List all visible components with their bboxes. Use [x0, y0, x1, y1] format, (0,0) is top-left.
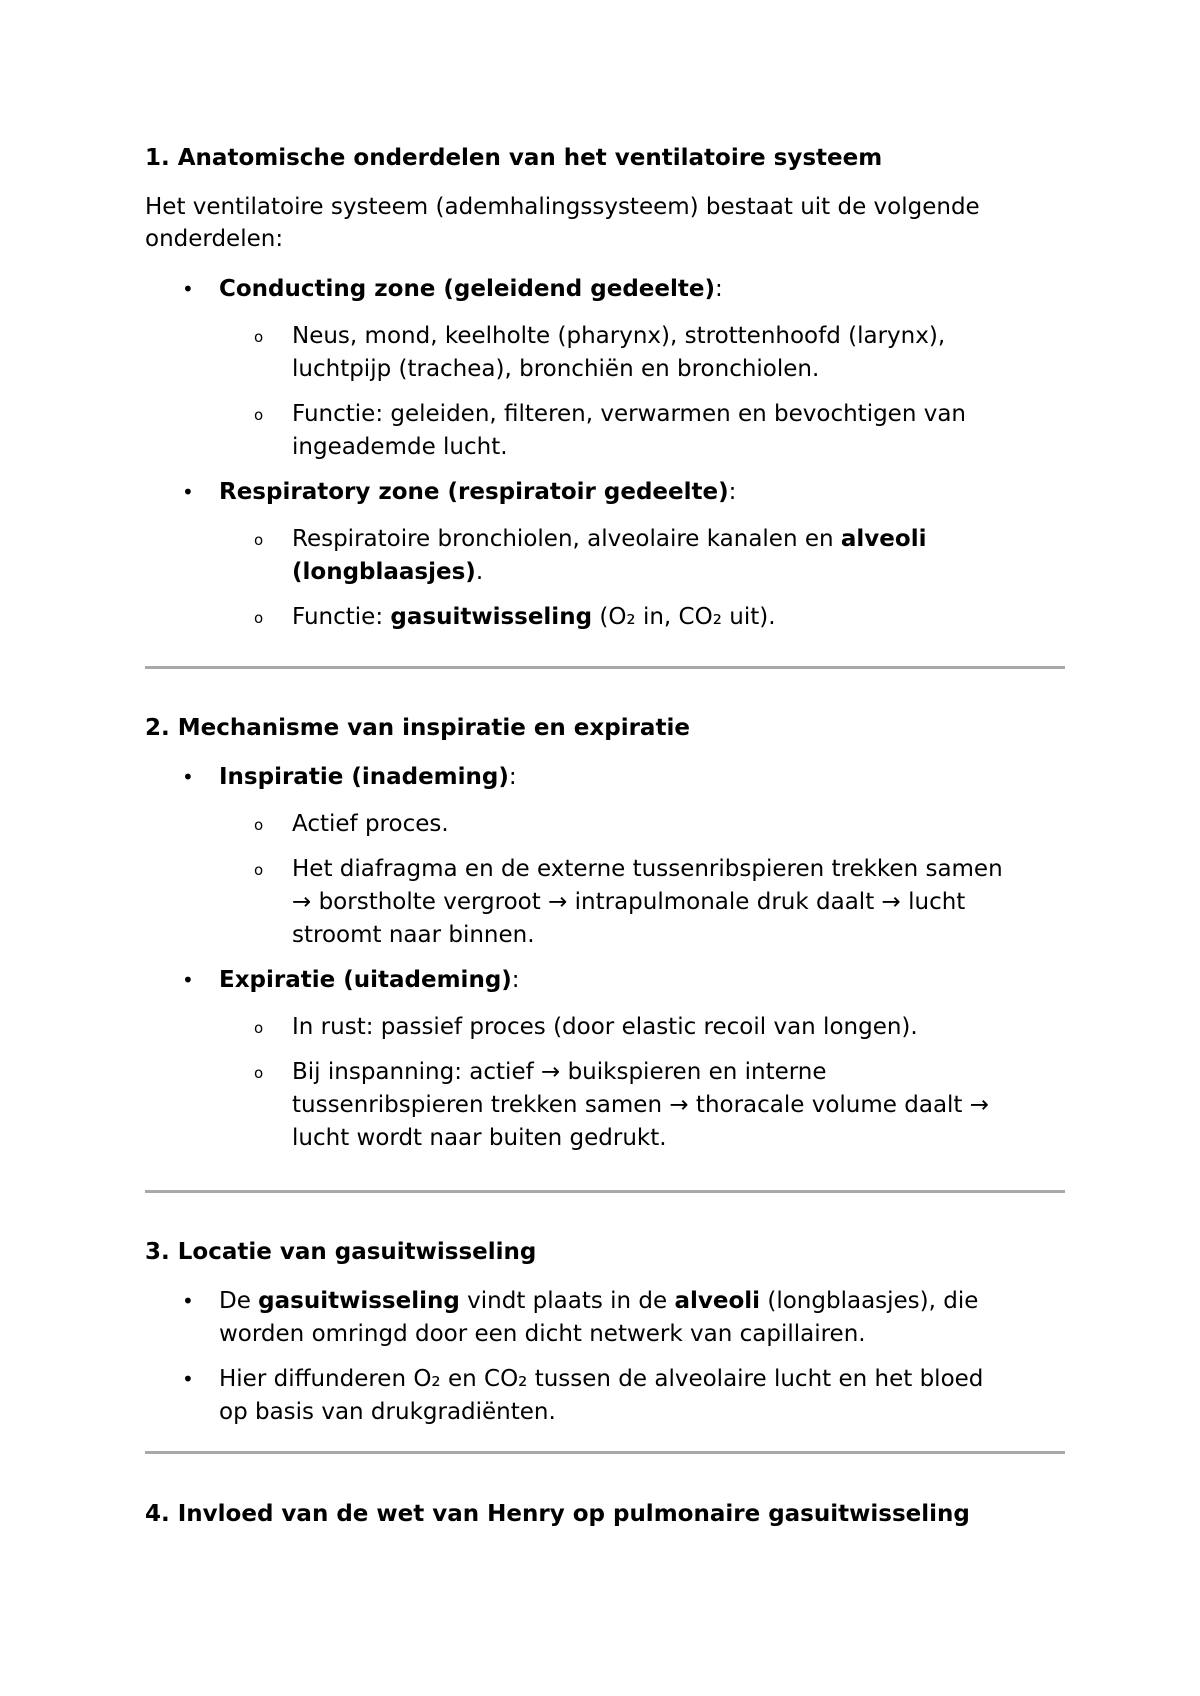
item-heading: Respiratory zone (respiratoir gedeelte) — [219, 479, 729, 505]
sub-item-text: . — [475, 559, 484, 585]
bold-term: gasuitwisseling — [258, 1288, 460, 1314]
item-text: (longblaasjes), die — [760, 1288, 979, 1314]
circle-bullet-icon: o — [254, 816, 264, 834]
section-2-heading: 2. Mechanisme van inspiratie en expiratie — [145, 715, 690, 741]
sub-item-line: → borstholte vergroot → intrapulmonale druk daalt → lucht — [292, 889, 966, 915]
circle-bullet-icon: o — [254, 861, 264, 879]
section-4-heading: 4. Invloed van de wet van Henry op pulmonaire gasuitwisseling — [145, 1501, 970, 1527]
section-divider — [145, 666, 1065, 669]
bullet-icon: • — [182, 765, 194, 789]
sub-item-line: stroomt naar binnen. — [292, 922, 535, 948]
item-text: Hier diffunderen O₂ en CO₂ tussen de alveolaire lucht en het bloed — [219, 1366, 984, 1392]
item-heading: Conducting zone (geleidend gedeelte) — [219, 276, 715, 302]
sub-item-line: Neus, mond, keelholte (pharynx), strottenhoofd (larynx), — [292, 323, 946, 349]
circle-bullet-icon: o — [254, 609, 264, 627]
bullet-icon: • — [182, 1289, 194, 1313]
section-3 — [145, 1237, 1065, 1429]
sub-item — [145, 853, 1065, 952]
list-item — [145, 1285, 1065, 1351]
sub-item-text: Respiratoire bronchiolen, alveolaire kanalen en — [292, 526, 841, 552]
colon: : — [508, 764, 517, 790]
sub-list — [219, 320, 1065, 464]
sub-list — [219, 523, 1065, 634]
section-divider — [145, 1190, 1065, 1193]
bullet-icon: • — [182, 1367, 194, 1391]
bold-term: gasuitwisseling — [390, 604, 593, 630]
list-item-expiratie — [145, 964, 1065, 1155]
section-1-intro — [145, 191, 1065, 255]
colon: : — [714, 276, 723, 302]
sub-item — [145, 601, 1065, 634]
item-heading: Inspiratie (inademing) — [219, 764, 509, 790]
bold-term: (longblaasjes) — [292, 559, 476, 585]
sub-item — [145, 1011, 1065, 1044]
sub-item-line: tussenribspieren trekken samen → thoracale volume daalt → — [292, 1092, 990, 1118]
section-2-list — [145, 761, 1065, 1155]
list-item-inspiratie — [145, 761, 1065, 952]
colon: : — [728, 479, 737, 505]
intro-line-1: Het ventilatoire systeem (ademhalingssysteem) bestaat uit de volgende — [145, 194, 980, 220]
circle-bullet-icon: o — [254, 1064, 264, 1082]
section-3-heading: 3. Locatie van gasuitwisseling — [145, 1239, 537, 1265]
sub-item — [145, 808, 1065, 841]
sub-item-line: In rust: passief proces (door elastic recoil van longen). — [292, 1014, 918, 1040]
circle-bullet-icon: o — [254, 531, 264, 549]
section-4 — [145, 1499, 1065, 1529]
sub-item — [145, 320, 1065, 386]
sub-item-line: Functie: geleiden, filteren, verwarmen en bevochtigen van — [292, 401, 967, 427]
bullet-icon: • — [182, 277, 194, 301]
circle-bullet-icon: o — [254, 328, 264, 346]
sub-item — [145, 523, 1065, 589]
circle-bullet-icon: o — [254, 1019, 264, 1037]
sub-item — [145, 398, 1065, 464]
sub-item-line: Actief proces. — [292, 811, 449, 837]
sub-item — [145, 1056, 1065, 1155]
bullet-icon: • — [182, 480, 194, 504]
item-text: vindt plaats in de — [459, 1288, 675, 1314]
bullet-icon: • — [182, 968, 194, 992]
sub-item-line: lucht wordt naar buiten gedrukt. — [292, 1125, 667, 1151]
sub-item-line: Het diafragma en de externe tussenribspieren trekken samen — [292, 856, 1003, 882]
section-1 — [145, 143, 1065, 634]
bold-term: alveoli — [674, 1288, 761, 1314]
sub-list — [219, 808, 1065, 952]
section-3-list — [145, 1285, 1065, 1429]
list-item — [145, 1363, 1065, 1429]
sub-list — [219, 1011, 1065, 1155]
item-text: worden omringd door een dicht netwerk van capillairen. — [219, 1321, 866, 1347]
item-heading: Expiratie (uitademing) — [219, 967, 512, 993]
intro-line-2: onderdelen: — [145, 226, 284, 252]
circle-bullet-icon: o — [254, 406, 264, 424]
section-1-heading: 1. Anatomische onderdelen van het ventilatoire systeem — [145, 145, 883, 171]
colon: : — [511, 967, 520, 993]
item-text: op basis van drukgradiënten. — [219, 1399, 556, 1425]
sub-item-line: Bij inspanning: actief → buikspieren en interne — [292, 1059, 827, 1085]
sub-item-text: Functie: — [292, 604, 391, 630]
sub-item-text: (O₂ in, CO₂ uit). — [592, 604, 776, 630]
sub-item-line: ingeademde lucht. — [292, 434, 508, 460]
bold-term: alveoli — [840, 526, 927, 552]
sub-item-line: luchtpijp (trachea), bronchiën en bronchiolen. — [292, 356, 820, 382]
list-item-respiratory-zone — [145, 476, 1065, 634]
list-item-conducting-zone — [145, 273, 1065, 464]
item-text: De — [219, 1288, 259, 1314]
section-2 — [145, 713, 1065, 1155]
section-1-list — [145, 273, 1065, 634]
section-divider — [145, 1451, 1065, 1454]
